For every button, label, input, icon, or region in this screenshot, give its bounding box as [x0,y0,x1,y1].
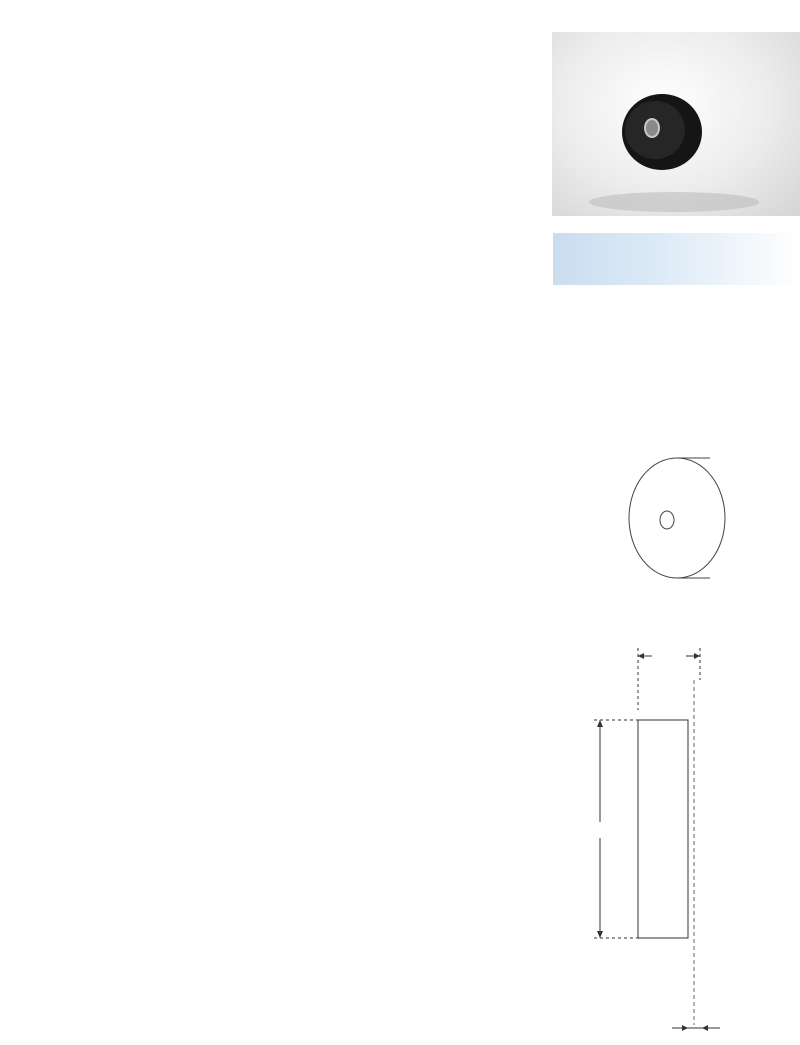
sprocket-isometric-drawing [615,440,795,590]
sprocket-table-2052 [0,493,531,531]
sprocket-side-view-drawing [560,640,800,1040]
note-box [553,233,800,285]
sprocket-isometric-icon [615,440,795,590]
table-header-row [0,32,531,66]
sprocket-photo-icon [552,32,800,216]
table-header-row [0,493,531,531]
sprocket-photo [552,32,800,216]
sprocket-table-2050 [0,32,531,66]
sprocket-side-view-icon [560,640,800,1040]
